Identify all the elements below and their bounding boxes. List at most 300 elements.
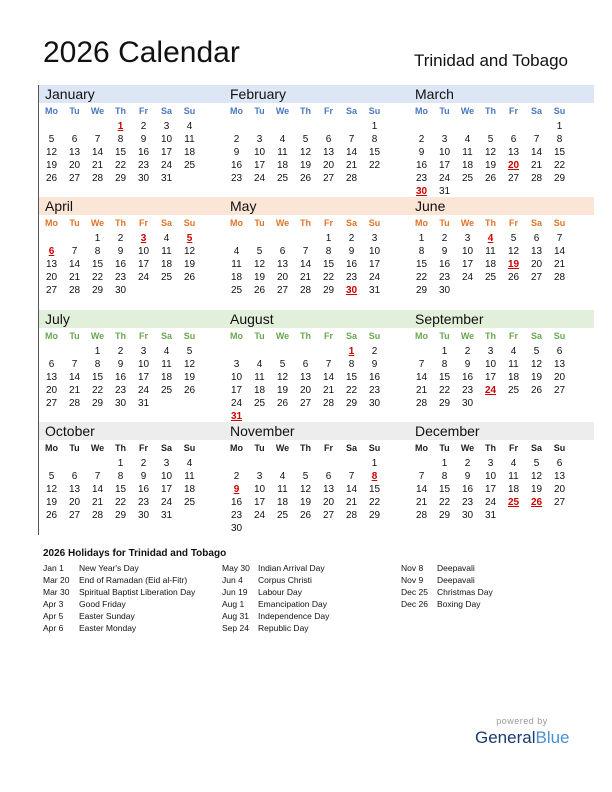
day-cell: 17: [160, 147, 173, 158]
day-cell: 9: [348, 246, 355, 257]
day-cell: 12: [183, 359, 196, 370]
day-cell: 8: [348, 359, 355, 370]
day-cell: 18: [507, 372, 520, 383]
day-cell: 16: [230, 160, 243, 171]
day-cell: 17: [137, 259, 150, 270]
day-cell: 28: [345, 510, 358, 521]
day-cell: 25: [507, 385, 520, 396]
day-cell: 11: [184, 134, 195, 145]
day-cell: 24: [160, 497, 173, 508]
holiday-entry: [222, 599, 329, 611]
holiday-entry: [43, 599, 195, 611]
holiday-day-cell: 30: [345, 285, 358, 296]
holiday-name: Labour Day: [258, 587, 302, 597]
day-cell: 13: [553, 471, 566, 482]
day-cell: 8: [117, 471, 124, 482]
day-cell: 21: [415, 385, 428, 396]
day-cell: 6: [533, 233, 540, 244]
day-cell: 18: [484, 259, 497, 270]
day-cell: 15: [368, 147, 381, 158]
day-cell: 1: [94, 346, 101, 357]
weekday-label: Tu: [69, 331, 80, 341]
weekday-label: We: [90, 331, 105, 341]
weekday-label: Tu: [439, 106, 450, 116]
day-cell: 26: [530, 385, 543, 396]
holiday-date: Nov 9: [401, 575, 424, 585]
day-cell: 16: [230, 497, 243, 508]
day-cell: 31: [137, 398, 150, 409]
weekday-label: Fr: [324, 218, 333, 228]
day-cell: 22: [91, 385, 104, 396]
holiday-name: Republic Day: [258, 623, 309, 633]
month-header: [409, 310, 594, 328]
weekday-label: Tu: [254, 331, 265, 341]
day-cell: 29: [553, 173, 566, 184]
day-cell: 17: [137, 372, 150, 383]
day-cell: 3: [487, 458, 494, 469]
day-cell: 26: [276, 398, 289, 409]
holiday-date: Mar 20: [43, 575, 70, 585]
day-cell: 19: [45, 160, 58, 171]
day-cell: 22: [368, 160, 381, 171]
holiday-name: Good Friday: [79, 599, 126, 609]
holiday-day-cell: 1: [117, 121, 124, 132]
day-cell: 21: [530, 160, 543, 171]
day-cell: 15: [91, 259, 104, 270]
weekday-label: Th: [485, 106, 496, 116]
weekday-label: Su: [183, 218, 196, 228]
day-cell: 4: [163, 346, 170, 357]
day-cell: 30: [137, 173, 150, 184]
day-cell: 10: [438, 147, 451, 158]
day-cell: 15: [415, 259, 428, 270]
day-cell: 24: [137, 272, 150, 283]
day-cell: 17: [160, 484, 173, 495]
holiday-entry: [222, 587, 329, 599]
day-cell: 14: [68, 259, 81, 270]
day-cell: 23: [137, 160, 150, 171]
day-cell: 12: [299, 484, 312, 495]
day-cell: 21: [345, 497, 358, 508]
day-cell: 21: [322, 385, 335, 396]
day-cell: 28: [415, 510, 428, 521]
day-cell: 8: [371, 134, 378, 145]
day-cell: 11: [231, 259, 242, 270]
holiday-day-cell: 19: [507, 259, 520, 270]
day-cell: 16: [438, 259, 451, 270]
month-july: [39, 310, 224, 422]
day-cell: 29: [322, 285, 335, 296]
day-cell: 1: [94, 233, 101, 244]
weekday-label: Th: [485, 443, 496, 453]
weekday-label: Fr: [509, 106, 518, 116]
day-cell: 22: [114, 497, 127, 508]
day-cell: 1: [418, 233, 425, 244]
holiday-day-cell: 31: [230, 411, 243, 422]
weekday-label: Tu: [439, 218, 450, 228]
day-cell: 3: [441, 134, 448, 145]
day-cell: 10: [137, 246, 150, 257]
month-august: [224, 310, 409, 422]
day-cell: 30: [114, 285, 127, 296]
day-cell: 16: [461, 372, 474, 383]
weekday-label: Th: [300, 218, 311, 228]
weekday-label: Th: [300, 331, 311, 341]
day-cell: 24: [160, 160, 173, 171]
day-cell: 16: [368, 372, 381, 383]
day-cell: 4: [233, 246, 240, 257]
day-cell: 27: [553, 385, 566, 396]
day-cell: 11: [277, 147, 288, 158]
holiday-day-cell: 6: [48, 246, 55, 257]
day-cell: 25: [276, 173, 289, 184]
day-cell: 1: [371, 458, 378, 469]
holiday-entry: [222, 623, 329, 635]
day-cell: 9: [117, 359, 124, 370]
weekday-label: Sa: [160, 331, 172, 341]
day-cell: 7: [325, 359, 332, 370]
day-cell: 6: [510, 134, 517, 145]
day-cell: 26: [484, 173, 497, 184]
day-cell: 9: [117, 246, 124, 257]
day-cell: 28: [299, 285, 312, 296]
day-cell: 8: [441, 359, 448, 370]
day-cell: 21: [91, 497, 104, 508]
day-cell: 15: [322, 259, 335, 270]
day-cell: 14: [415, 372, 428, 383]
month-header: [224, 197, 409, 215]
holiday-entry: [222, 563, 329, 575]
day-cell: 13: [45, 372, 58, 383]
weekday-label: We: [275, 443, 290, 453]
day-cell: 19: [530, 484, 543, 495]
month-header: [224, 85, 409, 103]
day-cell: 9: [233, 147, 240, 158]
day-cell: 20: [553, 484, 566, 495]
day-cell: 17: [438, 160, 451, 171]
holiday-name: New Year's Day: [79, 563, 139, 573]
holiday-date: Dec 25: [401, 587, 428, 597]
day-cell: 28: [322, 398, 335, 409]
day-cell: 30: [461, 510, 474, 521]
holiday-day-cell: 25: [507, 497, 520, 508]
day-cell: 19: [484, 160, 497, 171]
day-cell: 15: [345, 372, 358, 383]
day-cell: 29: [91, 398, 104, 409]
day-cell: 31: [368, 285, 381, 296]
day-cell: 3: [371, 233, 378, 244]
holiday-date: Apr 5: [43, 611, 64, 621]
day-cell: 28: [91, 510, 104, 521]
day-cell: 12: [253, 259, 266, 270]
weekday-label: Mo: [415, 106, 428, 116]
weekday-label: Sa: [345, 106, 357, 116]
weekday-label: Tu: [69, 106, 80, 116]
day-cell: 19: [45, 497, 58, 508]
day-cell: 9: [140, 471, 147, 482]
weekday-label: Mo: [415, 218, 428, 228]
day-cell: 27: [507, 173, 520, 184]
weekday-label: Th: [115, 443, 126, 453]
holiday-date: Jan 1: [43, 563, 64, 573]
day-cell: 14: [415, 484, 428, 495]
day-cell: 10: [160, 134, 173, 145]
day-cell: 22: [553, 160, 566, 171]
day-cell: 31: [484, 510, 497, 521]
day-cell: 20: [299, 385, 312, 396]
day-cell: 26: [299, 173, 312, 184]
day-cell: 23: [438, 272, 451, 283]
day-cell: 2: [117, 346, 124, 357]
day-cell: 7: [71, 246, 78, 257]
weekday-label: Sa: [345, 443, 357, 453]
day-cell: 22: [114, 160, 127, 171]
day-cell: 13: [322, 147, 335, 158]
weekday-label: Tu: [69, 218, 80, 228]
day-cell: 20: [276, 272, 289, 283]
day-cell: 6: [71, 134, 78, 145]
holiday-day-cell: 4: [487, 233, 494, 244]
holiday-date: Apr 3: [43, 599, 64, 609]
day-cell: 26: [45, 510, 58, 521]
day-cell: 2: [233, 134, 240, 145]
weekday-label: Mo: [45, 106, 58, 116]
day-cell: 1: [371, 121, 378, 132]
day-cell: 13: [68, 147, 81, 158]
day-cell: 20: [322, 497, 335, 508]
day-cell: 15: [438, 484, 451, 495]
weekday-label: Sa: [530, 331, 542, 341]
day-cell: 21: [553, 259, 566, 270]
day-cell: 8: [441, 471, 448, 482]
day-cell: 1: [441, 346, 448, 357]
day-cell: 11: [508, 471, 519, 482]
holiday-name: End of Ramadan (Eid al-Fitr): [79, 575, 188, 585]
day-cell: 27: [45, 285, 58, 296]
day-cell: 7: [71, 359, 78, 370]
month-name: February: [230, 86, 287, 102]
day-cell: 13: [45, 259, 58, 270]
weekday-label: Mo: [415, 331, 428, 341]
day-cell: 18: [276, 497, 289, 508]
day-cell: 1: [441, 458, 448, 469]
holiday-entry: [401, 599, 493, 611]
day-cell: 26: [183, 385, 196, 396]
weekday-label: Fr: [139, 106, 148, 116]
day-cell: 4: [186, 458, 193, 469]
day-cell: 8: [556, 134, 563, 145]
day-cell: 25: [160, 385, 173, 396]
holiday-day-cell: 1: [348, 346, 355, 357]
day-cell: 19: [299, 497, 312, 508]
day-cell: 8: [117, 134, 124, 145]
holiday-entry: [43, 611, 195, 623]
holiday-day-cell: 8: [371, 471, 378, 482]
holiday-date: Mar 30: [43, 587, 70, 597]
weekday-label: Sa: [530, 443, 542, 453]
day-cell: 12: [183, 246, 196, 257]
holiday-name: Independence Day: [258, 611, 330, 621]
weekday-label: We: [90, 443, 105, 453]
day-cell: 13: [299, 372, 312, 383]
weekday-label: Th: [115, 106, 126, 116]
day-cell: 8: [418, 246, 425, 257]
month-header: [39, 197, 224, 215]
day-cell: 8: [94, 359, 101, 370]
holiday-entry: [401, 575, 493, 587]
weekday-label: Tu: [439, 443, 450, 453]
day-cell: 20: [530, 259, 543, 270]
day-cell: 2: [418, 134, 425, 145]
holiday-day-cell: 3: [140, 233, 147, 244]
day-cell: 15: [368, 484, 381, 495]
day-cell: 12: [530, 471, 543, 482]
month-header: [224, 310, 409, 328]
month-june: [409, 197, 594, 309]
weekday-label: We: [275, 106, 290, 116]
day-cell: 9: [140, 134, 147, 145]
day-cell: 6: [302, 359, 309, 370]
day-cell: 23: [230, 173, 243, 184]
day-cell: 22: [91, 272, 104, 283]
day-cell: 16: [137, 484, 150, 495]
day-cell: 17: [368, 259, 381, 270]
day-cell: 4: [464, 134, 471, 145]
day-cell: 24: [253, 173, 266, 184]
weekday-label: Su: [183, 106, 196, 116]
day-cell: 21: [91, 160, 104, 171]
day-cell: 5: [48, 134, 55, 145]
holiday-name: Emancipation Day: [258, 599, 327, 609]
day-cell: 18: [230, 272, 243, 283]
day-cell: 18: [160, 259, 173, 270]
day-cell: 17: [484, 372, 497, 383]
weekday-label: Sa: [345, 218, 357, 228]
month-header: [39, 85, 224, 103]
weekday-label: Fr: [509, 218, 518, 228]
day-cell: 3: [256, 471, 263, 482]
weekday-label: Sa: [160, 443, 172, 453]
day-cell: 14: [68, 372, 81, 383]
day-cell: 23: [415, 173, 428, 184]
day-cell: 19: [183, 259, 196, 270]
day-cell: 30: [461, 398, 474, 409]
day-cell: 21: [345, 160, 358, 171]
day-cell: 28: [68, 285, 81, 296]
holiday-column: [43, 563, 195, 635]
holiday-entry: [43, 575, 195, 587]
brand-part-b: Blue: [535, 728, 570, 747]
day-cell: 14: [553, 246, 566, 257]
holiday-column: [401, 563, 493, 611]
day-cell: 12: [45, 147, 58, 158]
holiday-name: Corpus Christi: [258, 575, 312, 585]
weekday-label: Fr: [324, 331, 333, 341]
month-name: July: [45, 311, 70, 327]
day-cell: 6: [71, 471, 78, 482]
holiday-column: [222, 563, 329, 635]
day-cell: 7: [533, 134, 540, 145]
day-cell: 23: [230, 510, 243, 521]
day-cell: 29: [368, 510, 381, 521]
weekday-label: Mo: [230, 106, 243, 116]
holiday-name: Boxing Day: [437, 599, 481, 609]
day-cell: 29: [438, 398, 451, 409]
day-cell: 5: [487, 134, 494, 145]
day-cell: 25: [276, 510, 289, 521]
holiday-day-cell: 9: [233, 484, 240, 495]
weekday-label: Mo: [45, 443, 58, 453]
day-cell: 17: [461, 259, 474, 270]
holiday-entry: [401, 563, 493, 575]
weekday-label: Su: [553, 106, 566, 116]
holidays-title: 2026 Holidays for Trinidad and Tobago: [43, 548, 227, 559]
day-cell: 4: [279, 134, 286, 145]
generalblue-logo[interactable]: [475, 716, 569, 748]
day-cell: 29: [345, 398, 358, 409]
day-cell: 10: [160, 471, 173, 482]
day-cell: 2: [117, 233, 124, 244]
weekday-label: Fr: [324, 106, 333, 116]
weekday-label: Th: [300, 106, 311, 116]
day-cell: 20: [45, 272, 58, 283]
weekday-label: Mo: [230, 331, 243, 341]
day-cell: 26: [45, 173, 58, 184]
day-cell: 19: [253, 272, 266, 283]
day-cell: 10: [137, 359, 150, 370]
day-cell: 9: [441, 246, 448, 257]
day-cell: 2: [140, 458, 147, 469]
weekday-label: Sa: [530, 218, 542, 228]
day-cell: 3: [256, 134, 263, 145]
day-cell: 28: [415, 398, 428, 409]
weekday-label: We: [275, 218, 290, 228]
weekday-label: We: [460, 106, 475, 116]
day-cell: 27: [322, 510, 335, 521]
brand-name: [475, 728, 569, 748]
holiday-date: Aug 31: [222, 611, 249, 621]
day-cell: 3: [140, 346, 147, 357]
weekday-label: Su: [553, 443, 566, 453]
day-cell: 10: [461, 246, 474, 257]
day-cell: 10: [484, 359, 497, 370]
day-cell: 12: [507, 246, 520, 257]
day-cell: 24: [368, 272, 381, 283]
day-cell: 25: [484, 272, 497, 283]
day-cell: 10: [253, 484, 266, 495]
holiday-day-cell: 20: [507, 160, 520, 171]
day-cell: 28: [91, 173, 104, 184]
day-cell: 18: [276, 160, 289, 171]
month-name: January: [45, 86, 95, 102]
day-cell: 12: [484, 147, 497, 158]
weekday-label: Sa: [345, 331, 357, 341]
day-cell: 11: [184, 471, 195, 482]
day-cell: 16: [461, 484, 474, 495]
holiday-date: May 30: [222, 563, 250, 573]
holiday-entry: [401, 587, 493, 599]
day-cell: 30: [438, 285, 451, 296]
weekday-label: Tu: [254, 218, 265, 228]
day-cell: 19: [299, 160, 312, 171]
day-cell: 7: [302, 246, 309, 257]
day-cell: 26: [183, 272, 196, 283]
day-cell: 3: [464, 233, 471, 244]
day-cell: 21: [415, 497, 428, 508]
weekday-label: Mo: [230, 443, 243, 453]
day-cell: 12: [530, 359, 543, 370]
day-cell: 6: [48, 359, 55, 370]
